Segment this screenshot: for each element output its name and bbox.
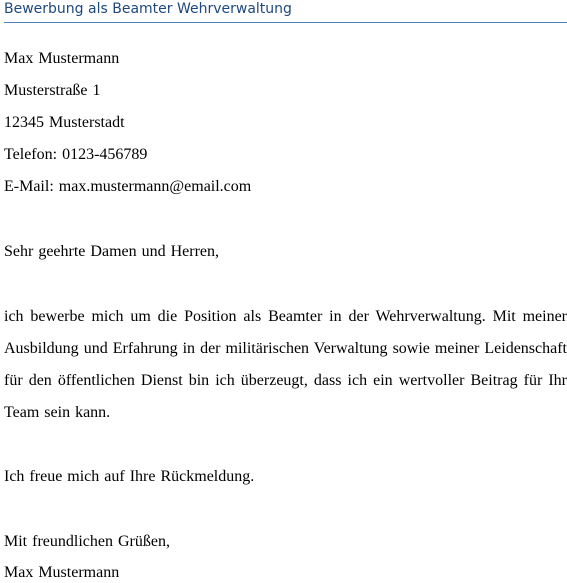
sender-city: 12345 Musterstadt [4, 114, 125, 131]
sender-name: Max Mustermann [4, 50, 120, 67]
salutation: Sehr geehrte Damen und Herren, [4, 243, 220, 260]
valediction: Mit freundlichen Grüßen, [4, 533, 170, 550]
closing-sentence: Ich freue mich auf Ihre Rückmeldung. [4, 468, 255, 485]
signature-name: Max Mustermann [4, 564, 120, 581]
body-line: Ausbildung und Erfahrung in der militärischen Verwaltung sowie meiner Leidenschaft [4, 340, 567, 357]
sender-street: Musterstraße 1 [4, 82, 101, 99]
body-line: Team sein kann. [4, 404, 111, 421]
sender-phone: Telefon: 0123-456789 [4, 146, 148, 163]
sender-email: E-Mail: max.mustermann@email.com [4, 178, 252, 195]
document-title: Bewerbung als Beamter Wehrverwaltung [4, 1, 292, 17]
body-line: ich bewerbe mich um die Position als Beamter in der Wehrverwaltung. Mit meiner [4, 308, 567, 325]
body-line: für den öffentlichen Dienst bin ich überzeugt, dass ich ein wertvoller Beitrag für Ihr [4, 372, 567, 389]
document-header [4, 0, 567, 23]
